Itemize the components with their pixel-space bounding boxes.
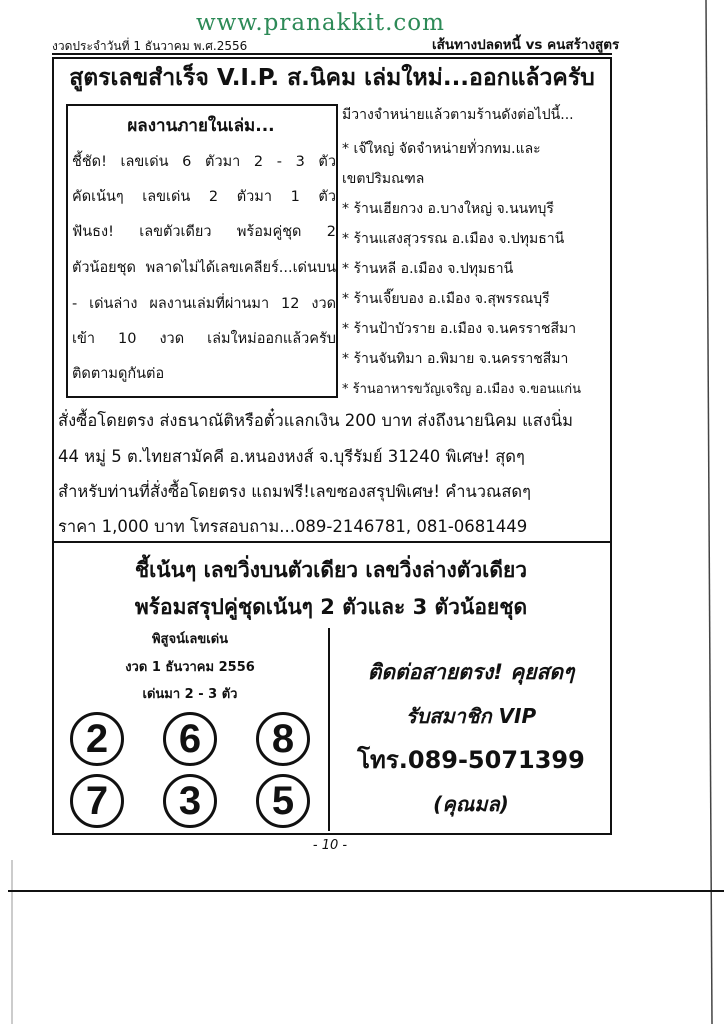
shop-line: * ร้านจันทิมา อ.พิมาย จ.นครราชสีมา [342,351,569,367]
lucky-number-ball: 2 [70,712,124,766]
contact-name: (คุณมล) [433,792,509,816]
promo-line: พร้อมสรุปคู่ชุดเน้นๆ 2 ตัวและ 3 ตัวน้อยชุด [134,595,528,619]
shop-line: * ร้านหลี อ.เมือง จ.ปทุมธานี [342,261,514,277]
column-divider [328,628,330,831]
shop-line: * ร้านเฮียกวง อ.บางใหญ่ จ.นนทบุรี [342,201,554,217]
shop-line: * ร้านป้าบัวราย อ.เมือง จ.นครราชสีมา [342,321,577,337]
lucky-number-ball: 6 [163,712,217,766]
shop-line: เขตปริมณฑล [342,171,425,187]
page-number: - 10 - [312,838,348,853]
results-line: ชี้ชัด! เลขเด่น 6 ตัวมา 2 - 3 ตัว [72,154,336,170]
series-title: เส้นทางปลดหนี้ vs คนสร้างสูตร [432,37,620,53]
results-box-title: ผลงานภายในเล่ม... [127,116,275,136]
lucky-number-ball: 3 [163,774,217,828]
results-line: คัดเน้นๆ เลขเด่น 2 ตัวมา 1 ตัว [72,189,336,205]
results-line: - เด่นล่าง ผลงานเล่มที่ผ่านมา 12 งวด [72,296,336,312]
lucky-number-ball: 5 [256,774,310,828]
header-rule [52,53,612,55]
membership-line: รับสมาชิก VIP [405,704,537,728]
contact-phone: โทร.089-5071399 [357,746,585,774]
contact-headline: ติดต่อสายตรง! คุยสดๆ [367,660,575,684]
distribution-intro: มีวางจำหน่ายแล้วตามร้านดังต่อไปนี้... [342,107,574,123]
section-divider [52,541,610,543]
shop-line: * ร้านเจี๊ยบอง อ.เมือง จ.สุพรรณบุรี [342,291,550,307]
order-line: 44 หมู่ 5 ต.ไทยสามัคคี อ.หนองหงส์ จ.บุรีรัมย์ 31240 พิเศษ! สุดๆ [58,447,525,466]
promo-line: ชี้เน้นๆ เลขวิ่งบนตัวเดียว เลขวิ่งล่างตัวเดียว [134,558,528,582]
results-line: ตัวน้อยชุด พลาดไม่ได้เลขเคลียร์...เด่นบน [72,260,336,276]
site-watermark: www.pranakkit.com [196,10,445,36]
proof-draw-date: งวด 1 ธันวาคม 2556 [125,660,255,675]
proof-note: เด่นมา 2 - 3 ตัว [142,687,238,702]
results-line: เข้า 10 งวด เล่มใหม่ออกแล้วครับ [72,331,336,347]
lucky-number-ball: 7 [70,774,124,828]
headline: สูตรเลขสำเร็จ V.I.P. ส.นิคม เล่มใหม่...ออกแล้วครับ [69,65,595,91]
proof-label: พิสูจน์เลขเด่น [151,632,229,647]
shop-line: * ร้านอาหารขวัญเจริญ อ.เมือง จ.ขอนแก่น [342,382,581,397]
results-line: ติดตามดูกันต่อ [72,366,165,382]
results-box [66,104,338,398]
order-line: สำหรับท่านที่สั่งซื้อโดยตรง แถมฟรี!เลขซองสรุปพิเศษ! คำนวณสดๆ [58,482,531,501]
results-line: ฟันธง! เลขตัวเดียว พร้อมคู่ชุด 2 [72,224,336,240]
shop-line: * เจ๊ใหญ่ จัดจำหน่ายทั่วกทม.และ [342,141,541,157]
issue-date: งวดประจำวันที่ 1 ธันวาคม พ.ศ.2556 [52,39,248,53]
page-bottom-rule [8,890,724,892]
order-line: สั่งซื้อโดยตรง ส่งธนาณัติหรือตั๋วแลกเงิน 200 บาท ส่งถึงนายนิคม แสงนิ่ม [58,411,574,430]
lucky-number-ball: 8 [256,712,310,766]
order-line: ราคา 1,000 บาท โทรสอบถาม...089-2146781, 081-0681449 [58,517,528,536]
shop-line: * ร้านแสงสุวรรณ อ.เมือง จ.ปทุมธานี [342,231,565,247]
